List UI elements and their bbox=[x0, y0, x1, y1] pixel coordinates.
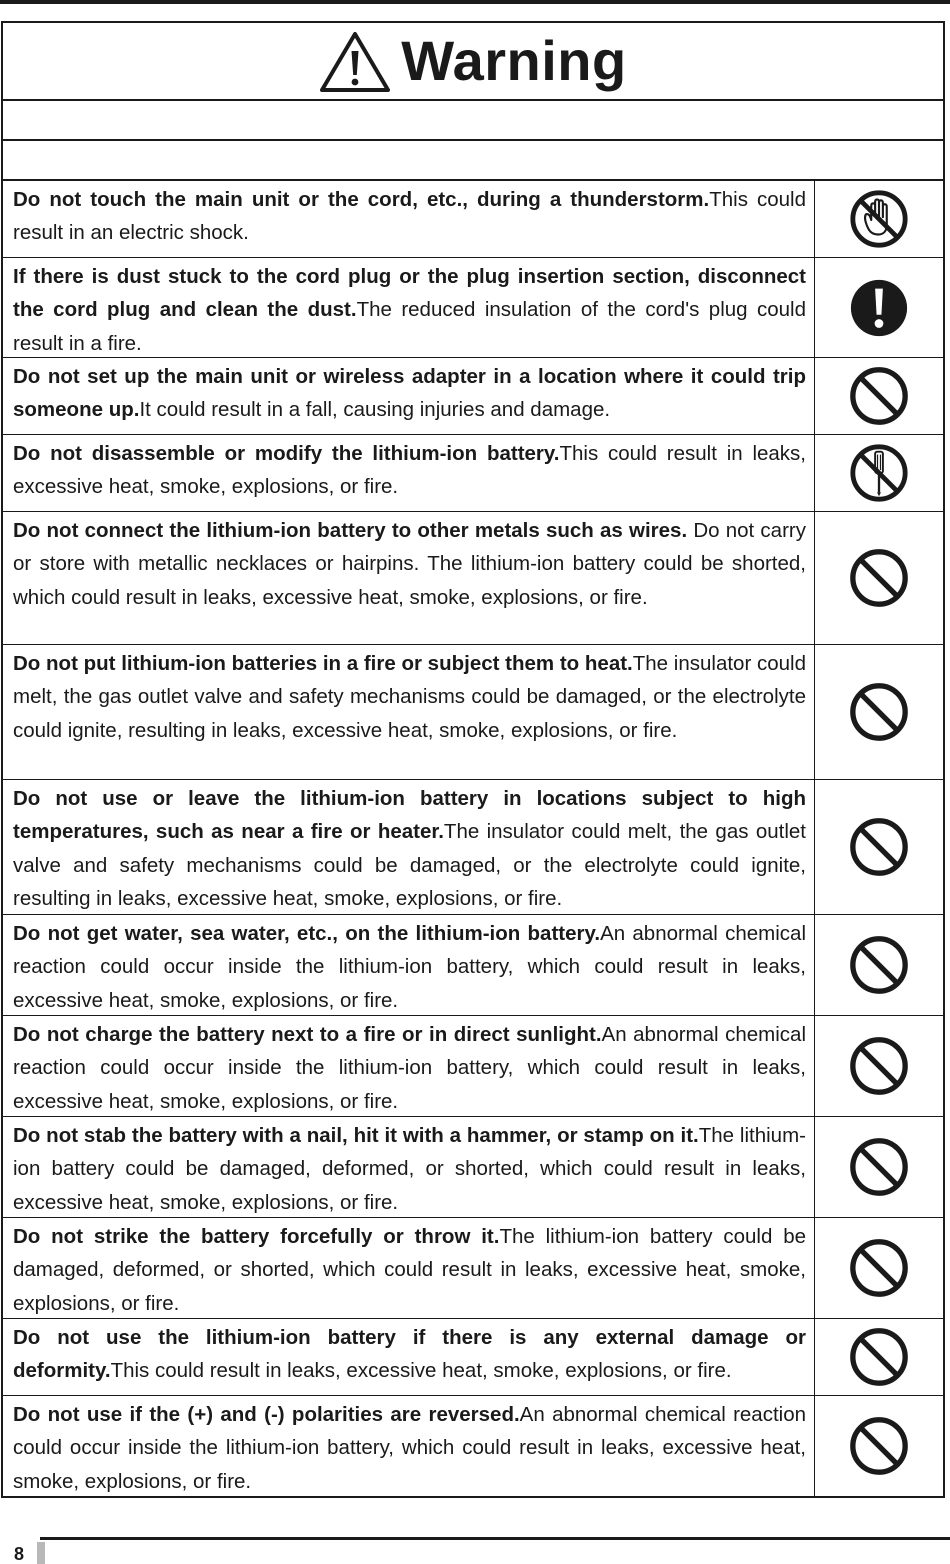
warning-item-text bbox=[3, 181, 815, 257]
warning-item-icon-cell bbox=[815, 1117, 943, 1217]
prohibited-icon bbox=[848, 816, 910, 878]
warning-item-detail: An abnormal chemical reaction could occur inside the lithium-ion battery, which could result in leaks, excessive heat, smoke, explosions, or fire. bbox=[13, 1023, 806, 1113]
warning-item-text bbox=[3, 258, 815, 357]
warning-item bbox=[3, 645, 943, 780]
no-touch-icon bbox=[848, 188, 910, 250]
warning-item-bold: Do not charge the battery next to a fire or in direct sunlight. bbox=[13, 1023, 602, 1046]
warning-item-text bbox=[3, 1396, 815, 1496]
warning-item-text bbox=[3, 645, 815, 779]
warning-item-icon-cell bbox=[815, 435, 943, 511]
warning-item-detail: The reduced insulation of the cord's plug could result in a fire. bbox=[13, 298, 806, 355]
warning-item-detail: Do not carry or store with metallic necklaces or hairpins. The lithium-ion battery could be shorted, which could result in leaks, excessive heat, smoke, explosions, or fire. bbox=[13, 519, 806, 609]
prohibited-icon bbox=[848, 681, 910, 743]
warning-item-text bbox=[3, 1016, 815, 1116]
warning-item-detail: An abnormal chemical reaction could occur inside the lithium-ion battery, which could result in leaks, excessive heat, smoke, explosions, or fire. bbox=[13, 922, 807, 1012]
prohibited-icon bbox=[848, 1326, 910, 1388]
warning-item-bold: Do not use or leave the lithium-ion battery in locations subject to high temperatures, such as near a fire or heater. bbox=[13, 787, 806, 844]
prohibited-icon bbox=[848, 1035, 910, 1097]
warning-item-detail: This could result in leaks, excessive heat, smoke, explosions, or fire. bbox=[110, 1359, 732, 1383]
warning-item bbox=[3, 358, 943, 435]
warning-item-icon-cell bbox=[815, 358, 943, 434]
warning-item-detail: The insulator could melt, the gas outlet valve and safety mechanisms could be damaged, or the electrolyte could ignite, resulting in leaks, excessive heat, smoke, explosions, or fire. bbox=[13, 820, 806, 911]
prohibited-icon bbox=[848, 547, 910, 609]
warning-item bbox=[3, 258, 943, 358]
warning-item-icon-cell bbox=[815, 915, 943, 1015]
blank-row bbox=[3, 141, 943, 181]
warning-item-icon-cell bbox=[815, 780, 943, 914]
warning-item-detail: This could result in leaks, excessive heat, smoke, explosions, or fire. bbox=[13, 442, 806, 499]
warning-item-icon-cell bbox=[815, 1396, 943, 1496]
warning-item-text bbox=[3, 915, 815, 1015]
blank-row bbox=[3, 101, 943, 141]
warning-item-icon-cell bbox=[815, 181, 943, 257]
warning-item-bold: Do not touch the main unit or the cord, etc., during a thunderstorm. bbox=[13, 188, 710, 211]
warning-item bbox=[3, 1218, 943, 1319]
warning-item-icon-cell bbox=[815, 645, 943, 779]
warning-item-icon-cell bbox=[815, 512, 943, 644]
warning-item-text bbox=[3, 512, 815, 644]
warning-item bbox=[3, 780, 943, 915]
warning-title: Warning bbox=[401, 29, 627, 92]
warning-item-detail: The lithium-ion battery could be damaged, deformed, or shorted, which could result in leaks, excessive heat, smoke, explosions, or fire. bbox=[13, 1124, 806, 1214]
warning-item-bold: Do not strike the battery forcefully or throw it. bbox=[13, 1225, 500, 1248]
warning-item-text bbox=[3, 358, 815, 434]
warning-item-bold: Do not set up the main unit or wireless adapter in a location where it could trip someone up. bbox=[13, 365, 806, 422]
warning-item bbox=[3, 1319, 943, 1396]
warning-item-bold: Do not connect the lithium-ion battery to other metals such as wires. bbox=[13, 519, 688, 542]
top-rule bbox=[0, 0, 950, 4]
warning-item bbox=[3, 181, 943, 258]
warning-item-detail: The lithium-ion battery could be damaged, deformed, or shorted, which could result in leaks, excessive heat, smoke, explosions, or fire. bbox=[13, 1225, 807, 1315]
warning-item-icon-cell bbox=[815, 1319, 943, 1395]
warning-item-detail: This could result in an electric shock. bbox=[13, 188, 807, 245]
prohibited-icon bbox=[848, 934, 910, 996]
footer-rule bbox=[40, 1537, 950, 1540]
warning-item bbox=[3, 1117, 943, 1218]
prohibited-icon bbox=[848, 1237, 910, 1299]
warning-item bbox=[3, 1396, 943, 1496]
warning-item-bold: Do not disassemble or modify the lithium-ion battery. bbox=[13, 442, 560, 465]
warning-item-icon-cell bbox=[815, 1016, 943, 1116]
warning-item-detail: It could result in a fall, causing injuries and damage. bbox=[139, 398, 611, 422]
warning-item-bold: Do not use if the (+) and (-) polarities are reversed. bbox=[13, 1403, 520, 1426]
footer-bar bbox=[37, 1542, 45, 1564]
warning-item-text bbox=[3, 780, 815, 914]
prohibited-icon bbox=[848, 365, 910, 427]
warning-table bbox=[1, 21, 945, 1498]
warning-item bbox=[3, 915, 943, 1016]
warning-item-detail: The insulator could melt, the gas outlet valve and safety mechanisms could be damaged, or the electrolyte could ignite, resulting in leaks, excessive heat, smoke, explosions, or fire. bbox=[13, 652, 806, 742]
warning-item-text bbox=[3, 1319, 815, 1395]
warning-item-text bbox=[3, 1218, 815, 1318]
warning-header bbox=[3, 23, 943, 101]
no-disassembly-icon bbox=[848, 442, 910, 504]
warning-item bbox=[3, 1016, 943, 1117]
warning-item-bold: Do not use the lithium-ion battery if there is any external damage or deformity. bbox=[13, 1326, 806, 1383]
mandatory-action-icon bbox=[848, 277, 910, 339]
warning-item-text bbox=[3, 1117, 815, 1217]
prohibited-icon bbox=[848, 1136, 910, 1198]
warning-item-icon-cell bbox=[815, 1218, 943, 1318]
warning-item-bold: Do not stab the battery with a nail, hit it with a hammer, or stamp on it. bbox=[13, 1124, 699, 1147]
page-number: 8 bbox=[14, 1544, 25, 1564]
warning-item-bold: Do not put lithium-ion batteries in a fire or subject them to heat. bbox=[13, 652, 633, 675]
warning-item-bold: If there is dust stuck to the cord plug or the plug insertion section, disconnect the cord plug and clean the dust. bbox=[13, 265, 806, 322]
warning-item-icon-cell bbox=[815, 258, 943, 357]
warning-item-bold: Do not get water, sea water, etc., on the lithium-ion battery. bbox=[13, 922, 601, 945]
prohibited-icon bbox=[848, 1415, 910, 1477]
warning-triangle-icon bbox=[319, 31, 391, 93]
warning-item bbox=[3, 512, 943, 645]
warning-item bbox=[3, 435, 943, 512]
warning-item-detail: An abnormal chemical reaction could occur inside the lithium-ion battery, which could result in leaks, excessive heat, smoke, explosions, or fire. bbox=[13, 1403, 806, 1493]
warning-item-text bbox=[3, 435, 815, 511]
